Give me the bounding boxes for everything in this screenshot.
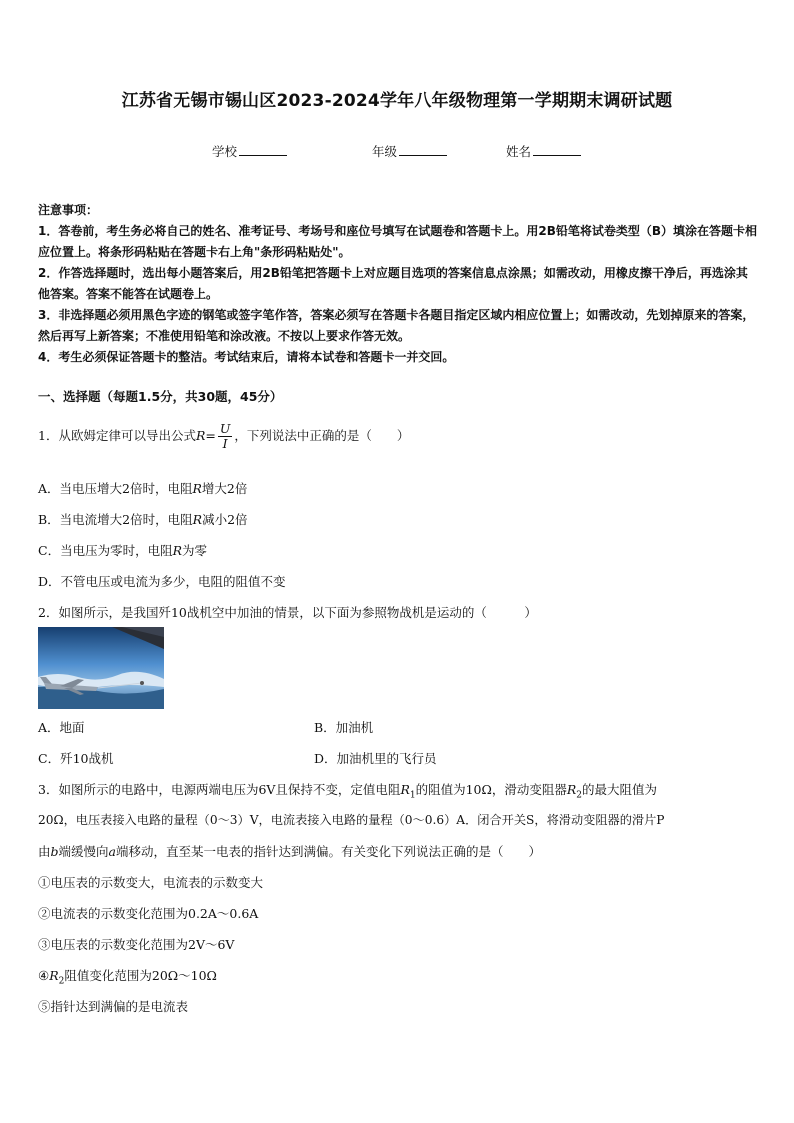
q1-option-c-text: C．当电压为零时，电阻	[38, 543, 173, 558]
q2-option-row-2	[38, 749, 758, 767]
q3-statement-4[interactable]	[38, 966, 758, 987]
q3-line3-a: 由	[38, 844, 51, 859]
notes-item-1: 1．答卷前，考生务必将自己的姓名、准考证号、考场号和座位号填写在试题卷和答题卡上。用2B铅笔将试卷类型（B）填涂在答题卡相应位置上。将条形码粘贴在答题卡右上角"条形码粘贴处"。	[38, 224, 757, 259]
question-2-stem: 2．如图所示，是我国歼10战机空中加油的情景，以下面为参照物战机是运动的（ ）	[38, 605, 537, 620]
grade-blank[interactable]	[399, 143, 447, 156]
q3-statement-4-rest: 阻值变化范围为20Ω～10Ω	[64, 968, 217, 983]
q3-a-var: a	[108, 844, 116, 859]
q3-r2-sub: 2	[576, 790, 583, 801]
q3-line1-b: 的阻值为10Ω，滑动变阻器	[415, 782, 567, 797]
q2-option-b[interactable]: B．加油机	[314, 720, 374, 735]
grade-field[interactable]	[372, 142, 447, 160]
q3-statement-2[interactable]: ②电流表的示数变化范围为0.2A～0.6A	[38, 906, 259, 921]
name-label: 姓名	[506, 144, 532, 159]
q1-option-d-text: D．不管电压或电流为多少，电阻的阻值不变	[38, 574, 286, 589]
school-label: 学校	[212, 144, 238, 159]
q3-statement-5[interactable]: ⑤指针达到满偏的是电流表	[38, 999, 189, 1014]
q1-option-d[interactable]	[38, 572, 758, 590]
question-3-stem-line-1	[38, 780, 758, 801]
q3-statement-1[interactable]: ①电压表的示数变大，电流表的示数变大	[38, 875, 264, 890]
q1-option-a[interactable]	[38, 479, 758, 497]
name-blank[interactable]	[533, 143, 581, 156]
q1-option-c-var: R	[172, 543, 182, 558]
q3-line1-a: 3．如图所示的电路中，电源两端电压为6V且保持不变，定值电阻	[38, 782, 401, 797]
q1-fraction-numerator: U	[219, 421, 231, 436]
q1-option-a-text: A．当电压增大2倍时，电阻	[38, 481, 193, 496]
q1-option-c-rest: 为零	[182, 543, 208, 558]
notes-heading: 注意事项：	[38, 203, 99, 217]
grade-label: 年级	[372, 144, 398, 159]
notes-item-2: 2．作答选择题时，选出每小题答案后，用2B铅笔把答题卡上对应题目选项的答案信息点涂黑；如需改动，用橡皮擦干净后，再选涂其他答案。答案不能答在试题卷上。	[38, 266, 748, 301]
q2-option-c[interactable]: C．歼10战机	[38, 751, 114, 766]
q1-suffix: ，下列说法中正确的是（ ）	[234, 428, 410, 443]
notes-section	[38, 200, 758, 368]
q1-option-a-var: R	[192, 481, 202, 496]
q1-option-a-rest: 增大2倍	[201, 481, 248, 496]
q1-option-b-rest: 减小2倍	[202, 512, 248, 527]
notes-item-3: 3．非选择题必须用黑色字迹的钢笔或签字笔作答，答案必须写在答题卡各题目指定区域内相应位置上；如需改动，先划掉原来的答案，然后再写上新答案；不准使用铅笔和涂改液。不按以上要求作答无效。	[38, 308, 755, 343]
school-blank[interactable]	[239, 143, 287, 156]
question-1-stem	[38, 422, 758, 451]
q1-option-b-var: R	[192, 512, 203, 527]
q3-line1-c: 的最大阻值为	[582, 782, 658, 797]
q1-formula-lhs: R=	[195, 428, 216, 443]
q1-fraction-denominator: I	[222, 436, 228, 451]
notes-item-4: 4．考生必须保证答题卡的整洁。考试结束后，请将本试卷和答题卡一并交回。	[38, 350, 455, 364]
q1-prefix: 1．从欧姆定律可以导出公式	[38, 428, 196, 443]
q3-statement-3[interactable]: ③电压表的示数变化范围为2V～6V	[38, 937, 235, 952]
q2-option-row-1	[38, 718, 758, 736]
q3-line3-b: 端缓慢向	[58, 844, 109, 859]
q3-statement-4-marker: ④	[38, 968, 50, 983]
school-field[interactable]	[212, 142, 287, 160]
q1-option-b-text: B．当电流增大2倍时，电阻	[38, 512, 193, 527]
page-title: 江苏省无锡市锡山区2023-2024学年八年级物理第一学期期末调研试题	[121, 91, 673, 111]
q1-option-c[interactable]	[38, 541, 758, 559]
q1-option-b[interactable]	[38, 510, 758, 528]
name-field[interactable]	[506, 142, 581, 160]
q3-r1-var: R	[400, 782, 410, 797]
question-3-stem-line-3	[38, 842, 758, 860]
q3-statement-4-var: R	[49, 968, 59, 983]
q3-statement-4-sub: 2	[58, 976, 65, 987]
q3-line3-c: 端移动，直至某一电表的指针达到满偏。有关变化下列说法正确的是（ ）	[116, 844, 542, 859]
q3-r1-sub: 1	[409, 790, 416, 801]
q3-b-var: b	[50, 844, 59, 859]
refueling-jet-photo	[38, 627, 164, 709]
q2-option-d[interactable]: D．加油机里的飞行员	[314, 751, 437, 766]
section-heading-choice: 一、选择题（每题1.5分，共30题，45分）	[38, 389, 283, 404]
q3-r2-var: R	[566, 782, 577, 797]
q1-fraction	[218, 422, 233, 451]
question-3-stem-line-2: 20Ω，电压表接入电路的量程（0～3）V，电流表接入电路的量程（0～0.6）A．闭合开关S，将滑动变阻器的滑片P	[38, 813, 665, 827]
q2-option-a[interactable]: A．地面	[38, 720, 85, 735]
